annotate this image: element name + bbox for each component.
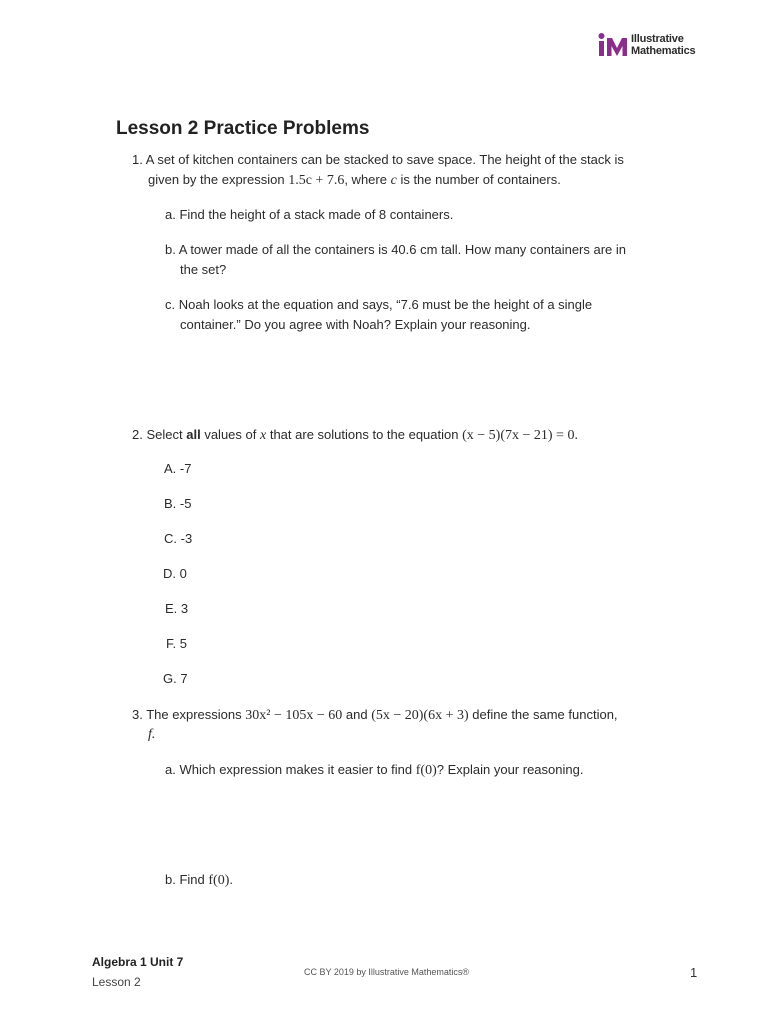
problem3-number: 3. bbox=[132, 707, 143, 722]
part-text: A tower made of all the containers is 40.6 cm tall. How many containers are in bbox=[178, 242, 627, 257]
problem3-pre: The expressions bbox=[146, 707, 242, 722]
problem2-post: that are solutions to the equation bbox=[269, 427, 459, 442]
problem3-expression2: (5x − 20)(6x + 3) bbox=[371, 708, 469, 723]
problem1-variable: c bbox=[390, 173, 397, 188]
problem3-post: define the same function, bbox=[472, 707, 618, 722]
footer-license: CC BY 2019 by Illustrative Mathematics® bbox=[304, 967, 470, 977]
problem2-mid: values of bbox=[204, 427, 257, 442]
problem2-bold: all bbox=[186, 427, 201, 442]
option-a[interactable] bbox=[164, 459, 191, 479]
problem1-text-a: A set of kitchen containers can be stacked to save space. The height of the stack is bbox=[145, 152, 624, 167]
footer-course: Algebra 1 Unit 7 bbox=[92, 955, 184, 969]
problem3-part-a bbox=[165, 760, 583, 781]
option-letter: A. bbox=[164, 461, 177, 476]
part-letter: b. bbox=[165, 242, 176, 257]
problem1-part-a bbox=[165, 205, 453, 225]
option-b[interactable] bbox=[164, 494, 191, 514]
option-d[interactable] bbox=[163, 564, 187, 584]
problem2-variable: x bbox=[260, 428, 267, 443]
problem1-number: 1. bbox=[132, 152, 143, 167]
problem1-part-c-line2: container.” Do you agree with Noah? Explain your reasoning. bbox=[180, 317, 531, 332]
option-c[interactable] bbox=[164, 529, 192, 549]
option-letter: G. bbox=[163, 671, 177, 686]
option-value: 3 bbox=[180, 601, 189, 616]
part-math: f(0) bbox=[208, 873, 230, 888]
problem2-equation: (x − 5)(7x − 21) = 0. bbox=[462, 428, 578, 443]
part-letter: a. bbox=[165, 207, 176, 222]
option-value: 0 bbox=[179, 566, 187, 581]
option-value: -7 bbox=[179, 461, 192, 476]
option-letter: F. bbox=[166, 636, 177, 651]
problem1-part-b bbox=[165, 240, 626, 260]
option-value: 7 bbox=[180, 671, 188, 686]
part-math: f(0) bbox=[415, 763, 437, 778]
option-letter: C. bbox=[164, 531, 177, 546]
option-e[interactable] bbox=[165, 599, 188, 619]
option-letter: E. bbox=[165, 601, 178, 616]
part-letter: c. bbox=[165, 297, 176, 312]
problem2-stem bbox=[132, 425, 578, 446]
part-text: Noah looks at the equation and says, “7.6 must be the height of a single bbox=[178, 297, 593, 312]
problem1-text-d: is the number of containers. bbox=[400, 172, 561, 187]
option-f[interactable] bbox=[166, 634, 187, 654]
problem1-line2 bbox=[148, 170, 561, 191]
option-value: 5 bbox=[179, 636, 187, 651]
brand-line1: Illustrative bbox=[631, 33, 684, 45]
problem1-expression: 1.5c + 7.6 bbox=[288, 173, 345, 188]
problem3-stem bbox=[132, 705, 618, 726]
brand-line2: Mathematics bbox=[631, 45, 696, 57]
option-value: -3 bbox=[180, 531, 193, 546]
option-g[interactable] bbox=[163, 669, 188, 689]
problem1-text-b: given by the expression bbox=[148, 172, 285, 187]
problem1-part-b-line2: the set? bbox=[180, 262, 227, 277]
option-value: -5 bbox=[179, 496, 192, 511]
part-text: Which expression makes it easier to find bbox=[179, 762, 413, 777]
problem3-expression1: 30x² − 105x − 60 bbox=[245, 708, 343, 723]
option-letter: B. bbox=[164, 496, 177, 511]
footer-lesson: Lesson 2 bbox=[92, 975, 141, 989]
problem1-part-c bbox=[165, 295, 592, 315]
option-letter: D. bbox=[163, 566, 176, 581]
part-text: Find bbox=[179, 872, 205, 887]
problem2-number: 2. bbox=[132, 427, 143, 442]
part-letter: b. bbox=[165, 872, 176, 887]
problem2-pre: Select bbox=[146, 427, 183, 442]
problem3-and: and bbox=[345, 707, 368, 722]
problem3-part-b bbox=[165, 870, 233, 891]
part-letter: a. bbox=[165, 762, 176, 777]
part-text: Find the height of a stack made of 8 containers. bbox=[179, 207, 454, 222]
page-number: 1 bbox=[690, 965, 698, 980]
part-text-post: ? Explain your reasoning. bbox=[436, 762, 584, 777]
problem3-function: f. bbox=[148, 727, 156, 742]
brand-name bbox=[631, 33, 695, 57]
part-text-post: . bbox=[229, 872, 234, 887]
problem1-line1 bbox=[132, 150, 624, 170]
page-title: Lesson 2 Practice Problems bbox=[116, 118, 370, 139]
problem1-text-c: , where bbox=[344, 172, 387, 187]
